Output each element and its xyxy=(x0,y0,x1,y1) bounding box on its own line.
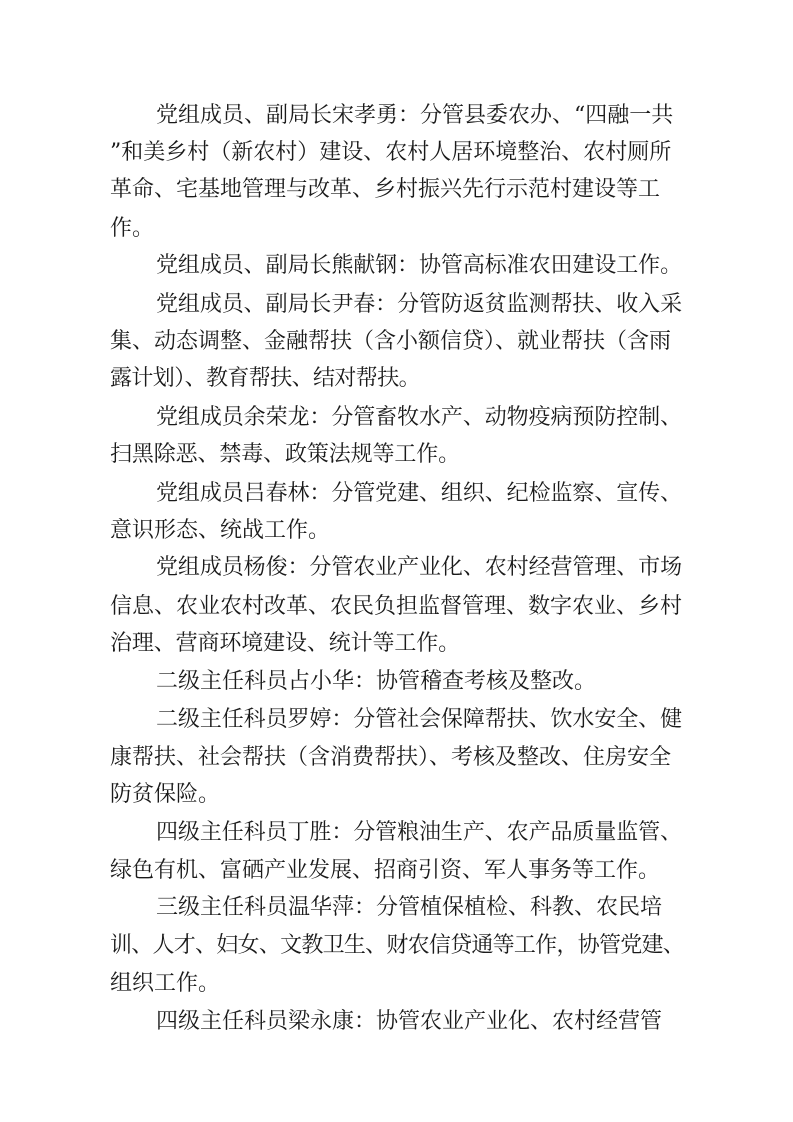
text-line-8: 露计划）、教育帮扶、结对帮扶。 xyxy=(110,366,421,391)
text-line-25: 四级主任科员梁永康：协管农业产业化、农村经营管 xyxy=(156,1009,663,1034)
text-line-5: 党组成员、副局长熊献钢：协管高标准农田建设工作。 xyxy=(156,253,683,278)
text-line-7: 集、动态调整、金融帮扶（含小额信贷）、就业帮扶（含雨 xyxy=(110,329,672,354)
text-line-17: 二级主任科员罗婷：分管社会保障帮扶、饮水安全、健 xyxy=(156,707,683,732)
text-line-10: 扫黑除恶、禁毒、政策法规等工作。 xyxy=(110,442,461,467)
text-line-14: 信息、农业农村改革、农民负担监督管理、数字农业、乡村 xyxy=(110,594,683,619)
text-line-6: 党组成员、副局长尹春：分管防返贫监测帮扶、收入采 xyxy=(156,292,683,317)
text-line-18: 康帮扶、社会帮扶（含消费帮扶）、考核及整改、住房安全 xyxy=(110,745,672,770)
text-line-23: 训、人才、妇女、文教卫生、财农信贷通等工作，协管党建、 xyxy=(110,933,685,958)
text-line-16: 二级主任科员占小华：协管稽查考核及整改。 xyxy=(156,669,597,694)
text-line-2: ”和美乡村（新农村）建设、农村人居环境整治、农村厕所 xyxy=(110,140,672,165)
text-line-15: 治理、营商环境建设、统计等工作。 xyxy=(110,631,461,656)
text-line-21: 绿色有机、富硒产业发展、招商引资、军人事务等工作。 xyxy=(110,858,661,883)
text-line-4: 作。 xyxy=(110,216,155,241)
text-line-22: 三级主任科员温华萍：分管植保植检、科教、农民培 xyxy=(156,895,663,920)
text-line-19: 防贫保险。 xyxy=(110,782,221,807)
text-line-11: 党组成员吕春林：分管党建、组织、纪检监察、宣传、 xyxy=(156,481,683,506)
text-line-12: 意识形态、统战工作。 xyxy=(110,518,331,543)
text-line-3: 革命、宅基地管理与改革、乡村振兴先行示范村建设等工 xyxy=(110,177,661,202)
text-line-1: 党组成员、副局长宋孝勇：分管县委农办、“四融一共 xyxy=(156,103,674,128)
text-line-20: 四级主任科员丁胜：分管粮油生产、农产品质量监管、 xyxy=(156,820,683,845)
text-line-13: 党组成员杨俊：分管农业产业化、农村经营管理、市场 xyxy=(156,555,683,580)
text-line-9: 党组成员余荣龙：分管畜牧水产、动物疫病预防控制、 xyxy=(156,405,683,430)
text-line-24: 组织工作。 xyxy=(110,971,221,996)
